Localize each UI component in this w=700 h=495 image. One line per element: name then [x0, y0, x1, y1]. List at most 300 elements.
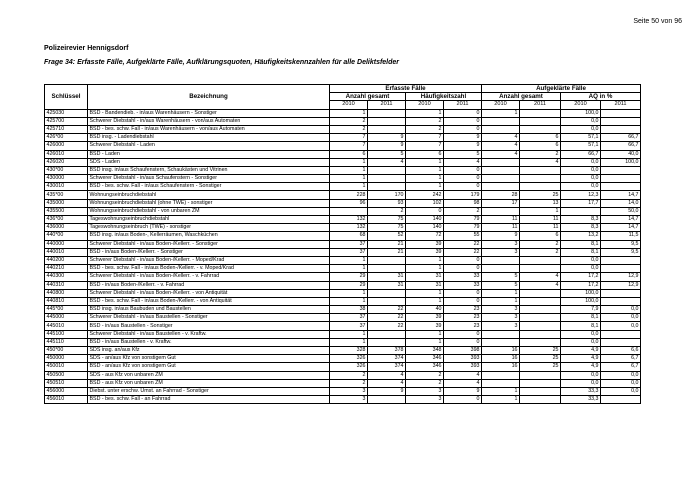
cell-aq-2010: 0,0	[561, 125, 601, 133]
cell-aq-2011	[601, 117, 641, 125]
cell-hz-2010: 39	[406, 240, 444, 248]
cell-erfasst-2010: 1	[330, 166, 368, 174]
cell-hz-2011: 5	[444, 150, 482, 158]
cell-hz-2010: 3	[406, 396, 444, 404]
cell-aufgeklaert-2011: 2	[520, 248, 561, 256]
cell-erfasst-2011	[368, 166, 406, 174]
cell-aufgeklaert-2011: 25	[520, 347, 561, 355]
cell-key: 426020	[45, 158, 88, 166]
cell-aq-2011: 11,5	[601, 232, 641, 240]
cell-hz-2010: 0	[406, 207, 444, 215]
cell-erfasst-2011	[368, 183, 406, 191]
header-year: 2010	[406, 101, 444, 109]
cell-aufgeklaert-2011	[520, 338, 561, 346]
cell-hz-2011: 0	[444, 175, 482, 183]
cell-description: BSD - in/aus Boden-/Kellerr. - Sonstiger	[88, 248, 330, 256]
cell-hz-2011: 4	[444, 158, 482, 166]
cell-erfasst-2010: 228	[330, 191, 368, 199]
cell-hz-2010: 39	[406, 322, 444, 330]
cell-hz-2011: 398	[444, 347, 482, 355]
cell-aq-2010: 100,0	[561, 109, 601, 117]
cell-aufgeklaert-2010	[482, 175, 520, 183]
cell-aq-2011	[601, 256, 641, 264]
cell-aufgeklaert-2010: 1	[482, 396, 520, 404]
report-subtitle: Frage 34: Erfasste Fälle, Aufgeklärte Fälle, Aufklärungsquoten, Häufigkeitskennzahlen für alle Deliktsfelder	[44, 59, 400, 66]
cell-aq-2010: 8,1	[561, 248, 601, 256]
cell-aq-2010	[561, 207, 601, 215]
cell-aq-2010: 0,0	[561, 183, 601, 191]
cell-description: Tageswohnungseinbruchdiebstahl	[88, 216, 330, 224]
cell-aufgeklaert-2010	[482, 166, 520, 174]
cell-aufgeklaert-2010: 5	[482, 273, 520, 281]
cell-description: BSD - bes. schw. Fall - an Fahrrad	[88, 396, 330, 404]
table-row	[45, 289, 641, 297]
cell-aufgeklaert-2010: 5	[482, 281, 520, 289]
cell-aq-2010: 13,2	[561, 232, 601, 240]
cell-aufgeklaert-2011	[520, 322, 561, 330]
cell-hz-2010: 39	[406, 248, 444, 256]
table-row	[45, 232, 641, 240]
cell-hz-2010: 140	[406, 224, 444, 232]
cell-erfasst-2010: 1	[330, 297, 368, 305]
cell-hz-2011: 393	[444, 355, 482, 363]
table-row	[45, 134, 641, 142]
cell-aufgeklaert-2010: 9	[482, 232, 520, 240]
cell-aq-2011: 6,7	[601, 355, 641, 363]
cell-erfasst-2011	[368, 175, 406, 183]
table-row	[45, 256, 641, 264]
cell-aq-2010: 4,9	[561, 347, 601, 355]
cell-hz-2010: 1	[406, 256, 444, 264]
cell-aufgeklaert-2011: 6	[520, 142, 561, 150]
cell-hz-2011: 79	[444, 224, 482, 232]
table-row	[45, 158, 641, 166]
cell-aufgeklaert-2010: 1	[482, 387, 520, 395]
cell-aq-2011: 40,0	[601, 150, 641, 158]
cell-aufgeklaert-2010	[482, 158, 520, 166]
cell-aufgeklaert-2011	[520, 183, 561, 191]
cell-key: 440010	[45, 248, 88, 256]
cell-description: BSD - in/aus Boden-/Kellerr. - v. Fahrrad	[88, 281, 330, 289]
cell-aufgeklaert-2010: 3	[482, 322, 520, 330]
cell-description: Schwerer Diebstahl - in/aus Baustellen - Sonstiger	[88, 314, 330, 322]
cell-key: 440210	[45, 265, 88, 273]
cell-aq-2011: 66,7	[601, 142, 641, 150]
cell-aq-2011: 6,7	[601, 363, 641, 371]
cell-erfasst-2011	[368, 297, 406, 305]
cell-hz-2011: 0	[444, 338, 482, 346]
cell-aq-2010: 12,3	[561, 191, 601, 199]
table-row	[45, 125, 641, 133]
cell-aufgeklaert-2010	[482, 256, 520, 264]
table-row	[45, 265, 641, 273]
cell-erfasst-2010: 1	[330, 265, 368, 273]
cell-hz-2010: 1	[406, 338, 444, 346]
cell-key: 430*00	[45, 166, 88, 174]
cell-hz-2011: 4	[444, 371, 482, 379]
cell-erfasst-2011: 31	[368, 281, 406, 289]
cell-erfasst-2010: 1	[330, 109, 368, 117]
cell-aufgeklaert-2010: 1	[482, 109, 520, 117]
cell-hz-2010: 39	[406, 314, 444, 322]
cell-erfasst-2010: 29	[330, 273, 368, 281]
cell-aufgeklaert-2011	[520, 306, 561, 314]
cell-key: 425710	[45, 125, 88, 133]
cell-aufgeklaert-2011	[520, 371, 561, 379]
cell-aq-2011: 12,9	[601, 273, 641, 281]
cell-aq-2011: 100,0	[601, 158, 641, 166]
cell-aq-2011: 0,0	[601, 322, 641, 330]
cell-hz-2011: 179	[444, 191, 482, 199]
cell-aq-2011: 14,7	[601, 191, 641, 199]
cell-erfasst-2010: 1	[330, 338, 368, 346]
cell-aq-2011	[601, 109, 641, 117]
cell-description: BSD - bes. schw. Fall - in/aus Boden-/Kellerr. - v. Moped/Krad	[88, 265, 330, 273]
cell-aq-2010: 0,0	[561, 338, 601, 346]
header-aufgeklaerte-faelle: Aufgeklärte Fälle	[482, 85, 641, 93]
cell-erfasst-2010: 7	[330, 134, 368, 142]
cell-erfasst-2010: 37	[330, 248, 368, 256]
cell-description: SDS insg. an/aus Kfz	[88, 347, 330, 355]
cell-erfasst-2010: 1	[330, 158, 368, 166]
cell-hz-2011: 79	[444, 216, 482, 224]
cell-aufgeklaert-2010: 16	[482, 355, 520, 363]
table-row	[45, 297, 641, 305]
cell-erfasst-2011: 31	[368, 273, 406, 281]
cell-aq-2011: 0,0	[601, 306, 641, 314]
cell-hz-2010: 7	[406, 134, 444, 142]
cell-erfasst-2010: 37	[330, 322, 368, 330]
statistics-table	[44, 84, 641, 404]
cell-aufgeklaert-2011: 25	[520, 355, 561, 363]
cell-aufgeklaert-2011: 25	[520, 191, 561, 199]
cell-aq-2010: 7,9	[561, 306, 601, 314]
cell-key: 450510	[45, 379, 88, 387]
cell-description: BSD - Laden	[88, 150, 330, 158]
cell-key: 440000	[45, 240, 88, 248]
cell-aufgeklaert-2011: 2	[520, 150, 561, 158]
cell-aufgeklaert-2010	[482, 117, 520, 125]
cell-erfasst-2011	[368, 256, 406, 264]
table-row	[45, 216, 641, 224]
cell-erfasst-2011: 374	[368, 355, 406, 363]
cell-aq-2010: 8,3	[561, 224, 601, 232]
cell-aufgeklaert-2010: 3	[482, 240, 520, 248]
cell-aq-2010: 100,0	[561, 297, 601, 305]
cell-erfasst-2010: 1	[330, 256, 368, 264]
cell-aufgeklaert-2010	[482, 183, 520, 191]
cell-key: 426*00	[45, 134, 88, 142]
cell-aq-2010: 0,0	[561, 158, 601, 166]
cell-hz-2010: 1	[406, 183, 444, 191]
cell-aq-2011: 14,7	[601, 224, 641, 232]
table-row	[45, 166, 641, 174]
cell-aq-2011: 12,9	[601, 281, 641, 289]
cell-aq-2011: 66,7	[601, 134, 641, 142]
cell-key: 436000	[45, 224, 88, 232]
cell-erfasst-2010: 37	[330, 314, 368, 322]
cell-erfasst-2010: 6	[330, 150, 368, 158]
cell-hz-2010: 346	[406, 355, 444, 363]
cell-erfasst-2010: 328	[330, 347, 368, 355]
cell-key: 445110	[45, 338, 88, 346]
cell-aufgeklaert-2011: 25	[520, 363, 561, 371]
cell-aufgeklaert-2011	[520, 256, 561, 264]
cell-aq-2011: 0,0	[601, 387, 641, 395]
table-row	[45, 363, 641, 371]
cell-aq-2011: 0,0	[601, 379, 641, 387]
cell-aq-2010: 0,0	[561, 256, 601, 264]
cell-key: 435*00	[45, 191, 88, 199]
cell-aufgeklaert-2011: 4	[520, 281, 561, 289]
table-row	[45, 387, 641, 395]
cell-description: BSD - bes. schw. Fall - in/aus Boden-/Kellerr. - von Antiquität	[88, 297, 330, 305]
cell-erfasst-2011: 22	[368, 322, 406, 330]
cell-key: 440*00	[45, 232, 88, 240]
cell-aq-2011: 14,0	[601, 199, 641, 207]
table-row	[45, 371, 641, 379]
cell-aufgeklaert-2011	[520, 175, 561, 183]
cell-erfasst-2010: 3	[330, 387, 368, 395]
cell-description: BSD - Bandendieb. - in/aus Warenhäusern - Sonstiger	[88, 109, 330, 117]
cell-description: Wohnungseinbruchdiebstahl	[88, 191, 330, 199]
cell-description: BSD insg. - Ladendiebstahl	[88, 134, 330, 142]
table-row	[45, 338, 641, 346]
cell-erfasst-2010: 2	[330, 371, 368, 379]
cell-hz-2011: 4	[444, 379, 482, 387]
cell-erfasst-2010: 7	[330, 142, 368, 150]
cell-erfasst-2010: 96	[330, 199, 368, 207]
cell-description: Schwerer Diebstahl - in/aus Boden-/Kellerr. - Moped/Krad	[88, 256, 330, 264]
cell-erfasst-2011	[368, 338, 406, 346]
cell-key: 440200	[45, 256, 88, 264]
cell-hz-2011: 98	[444, 199, 482, 207]
cell-hz-2011: 9	[444, 134, 482, 142]
cell-aq-2010: 33,3	[561, 387, 601, 395]
cell-key: 430000	[45, 175, 88, 183]
cell-hz-2011: 393	[444, 363, 482, 371]
cell-aufgeklaert-2011: 4	[520, 158, 561, 166]
cell-hz-2010: 72	[406, 232, 444, 240]
cell-hz-2011: 0	[444, 297, 482, 305]
cell-hz-2011: 22	[444, 240, 482, 248]
cell-aq-2011	[601, 166, 641, 174]
cell-hz-2011: 0	[444, 396, 482, 404]
cell-description: BSD insg. in/aus Boden-, Kellerräumen, Waschküchen	[88, 232, 330, 240]
cell-aufgeklaert-2010	[482, 207, 520, 215]
cell-erfasst-2011: 93	[368, 199, 406, 207]
cell-aq-2010: 17,2	[561, 281, 601, 289]
table-row	[45, 191, 641, 199]
cell-aufgeklaert-2011: 1	[520, 207, 561, 215]
header-anzahl-erfasst: Anzahl gesamt	[330, 93, 406, 101]
header-year: 2011	[520, 101, 561, 109]
cell-aq-2010: 57,1	[561, 134, 601, 142]
header-anzahl-aufgeklaert: Anzahl gesamt	[482, 93, 561, 101]
cell-erfasst-2010: 1	[330, 330, 368, 338]
cell-aufgeklaert-2011	[520, 109, 561, 117]
header-year: 2011	[368, 101, 406, 109]
cell-hz-2010: 1	[406, 265, 444, 273]
cell-hz-2011: 2	[444, 207, 482, 215]
header-year: 2010	[330, 101, 368, 109]
cell-description: Schwerer Diebstahl - in/aus Schaufenstern - Sonstiger	[88, 175, 330, 183]
cell-aufgeklaert-2011	[520, 265, 561, 273]
cell-erfasst-2011: 9	[368, 387, 406, 395]
cell-aufgeklaert-2011	[520, 289, 561, 297]
cell-aq-2010: 8,1	[561, 322, 601, 330]
cell-aufgeklaert-2011: 11	[520, 224, 561, 232]
cell-erfasst-2011: 75	[368, 224, 406, 232]
table-row	[45, 142, 641, 150]
cell-key: 440810	[45, 297, 88, 305]
cell-description: Schwerer Diebstahl - in/aus Warenhäusern - von/aus Automaten	[88, 117, 330, 125]
cell-hz-2010: 31	[406, 273, 444, 281]
cell-description: Schwerer Diebstahl - Laden	[88, 142, 330, 150]
cell-erfasst-2011	[368, 330, 406, 338]
cell-aufgeklaert-2010	[482, 371, 520, 379]
cell-erfasst-2010: 1	[330, 183, 368, 191]
cell-description: SDS - Laden	[88, 158, 330, 166]
cell-erfasst-2010: 3	[330, 396, 368, 404]
cell-aq-2010: 0,0	[561, 330, 601, 338]
cell-hz-2010: 1	[406, 289, 444, 297]
cell-erfasst-2010: 326	[330, 355, 368, 363]
cell-hz-2011: 0	[444, 256, 482, 264]
cell-key: 430010	[45, 183, 88, 191]
cell-description: BSD insg. in/aus Schaufenstern, Schaukästen und Vitrinen	[88, 166, 330, 174]
cell-aufgeklaert-2010: 3	[482, 306, 520, 314]
table-body	[45, 109, 641, 404]
cell-hz-2011: 33	[444, 281, 482, 289]
cell-aufgeklaert-2010: 28	[482, 191, 520, 199]
table-row	[45, 183, 641, 191]
cell-aq-2010: 8,3	[561, 216, 601, 224]
table-row	[45, 396, 641, 404]
table-row	[45, 207, 641, 215]
cell-aq-2011	[601, 396, 641, 404]
cell-erfasst-2011	[368, 265, 406, 273]
cell-hz-2010: 242	[406, 191, 444, 199]
cell-aufgeklaert-2010	[482, 379, 520, 387]
header-year: 2011	[444, 101, 482, 109]
cell-key: 445*00	[45, 306, 88, 314]
cell-aq-2010: 33,3	[561, 396, 601, 404]
cell-erfasst-2010: 2	[330, 125, 368, 133]
cell-erfasst-2011: 4	[368, 158, 406, 166]
cell-hz-2010: 1	[406, 330, 444, 338]
table-row	[45, 330, 641, 338]
cell-description: Tageswohnungseinbruch (TWE) - sonstiger	[88, 224, 330, 232]
cell-hz-2011: 9	[444, 142, 482, 150]
cell-aufgeklaert-2011	[520, 314, 561, 322]
cell-hz-2010: 2	[406, 117, 444, 125]
cell-aufgeklaert-2011: 6	[520, 134, 561, 142]
table-row	[45, 199, 641, 207]
cell-hz-2011: 0	[444, 166, 482, 174]
cell-key: 440310	[45, 281, 88, 289]
cell-key: 440300	[45, 273, 88, 281]
cell-hz-2010: 140	[406, 216, 444, 224]
cell-key: 436*00	[45, 216, 88, 224]
cell-aq-2011: 0,0	[601, 314, 641, 322]
table-row	[45, 150, 641, 158]
cell-erfasst-2010: 2	[330, 379, 368, 387]
table-row	[45, 248, 641, 256]
table-row	[45, 175, 641, 183]
cell-aufgeklaert-2011	[520, 396, 561, 404]
cell-aq-2011: 6,6	[601, 347, 641, 355]
cell-aufgeklaert-2010: 11	[482, 224, 520, 232]
cell-hz-2011: 0	[444, 117, 482, 125]
cell-description: Schwerer Diebstahl - in/aus Boden-/Kellerr. - Sonstiger	[88, 240, 330, 248]
cell-key: 445100	[45, 330, 88, 338]
cell-aufgeklaert-2010	[482, 338, 520, 346]
cell-hz-2011: 0	[444, 289, 482, 297]
cell-aq-2010: 0,0	[561, 265, 601, 273]
cell-hz-2011: 23	[444, 314, 482, 322]
cell-erfasst-2010: 132	[330, 216, 368, 224]
cell-aufgeklaert-2011: 4	[520, 273, 561, 281]
cell-aq-2010: 8,1	[561, 314, 601, 322]
page-number: Seite 50 von 96	[633, 18, 682, 25]
table-row	[45, 322, 641, 330]
cell-hz-2010: 1	[406, 158, 444, 166]
cell-aq-2011	[601, 175, 641, 183]
cell-aufgeklaert-2010: 4	[482, 134, 520, 142]
cell-aq-2010: 17,7	[561, 199, 601, 207]
cell-aq-2011	[601, 338, 641, 346]
cell-hz-2011: 0	[444, 183, 482, 191]
cell-aq-2011	[601, 183, 641, 191]
cell-hz-2010: 2	[406, 125, 444, 133]
cell-erfasst-2010: 29	[330, 281, 368, 289]
cell-aq-2010: 0,0	[561, 379, 601, 387]
cell-erfasst-2010: 132	[330, 224, 368, 232]
cell-description: Wohnungseinbruchdiebstahl - von unbaren ZM	[88, 207, 330, 215]
cell-key: 456010	[45, 396, 88, 404]
table-row	[45, 347, 641, 355]
cell-aq-2011: 9,5	[601, 248, 641, 256]
cell-description: SDS - aus Kfz von unbaren ZM	[88, 371, 330, 379]
cell-aq-2010: 66,7	[561, 150, 601, 158]
cell-erfasst-2011: 5	[368, 150, 406, 158]
table-row	[45, 281, 641, 289]
cell-erfasst-2011	[368, 109, 406, 117]
table-row	[45, 273, 641, 281]
cell-hz-2011: 0	[444, 125, 482, 133]
cell-erfasst-2011: 75	[368, 216, 406, 224]
cell-erfasst-2010: 1	[330, 289, 368, 297]
cell-aq-2010: 17,2	[561, 273, 601, 281]
cell-aq-2011	[601, 289, 641, 297]
cell-erfasst-2011: 21	[368, 248, 406, 256]
cell-key: 450*00	[45, 347, 88, 355]
cell-hz-2010: 348	[406, 347, 444, 355]
cell-aq-2010: 0,0	[561, 166, 601, 174]
cell-aufgeklaert-2010: 4	[482, 142, 520, 150]
cell-aq-2010: 0,0	[561, 117, 601, 125]
cell-aufgeklaert-2011	[520, 387, 561, 395]
cell-aufgeklaert-2010: 16	[482, 363, 520, 371]
cell-erfasst-2010: 38	[330, 306, 368, 314]
table-row	[45, 117, 641, 125]
cell-description: BSD - an/aus Kfz von sonstigem Gut	[88, 363, 330, 371]
cell-erfasst-2011: 378	[368, 347, 406, 355]
cell-aq-2011: 0,0	[601, 371, 641, 379]
table-row	[45, 109, 641, 117]
cell-key: 435500	[45, 207, 88, 215]
